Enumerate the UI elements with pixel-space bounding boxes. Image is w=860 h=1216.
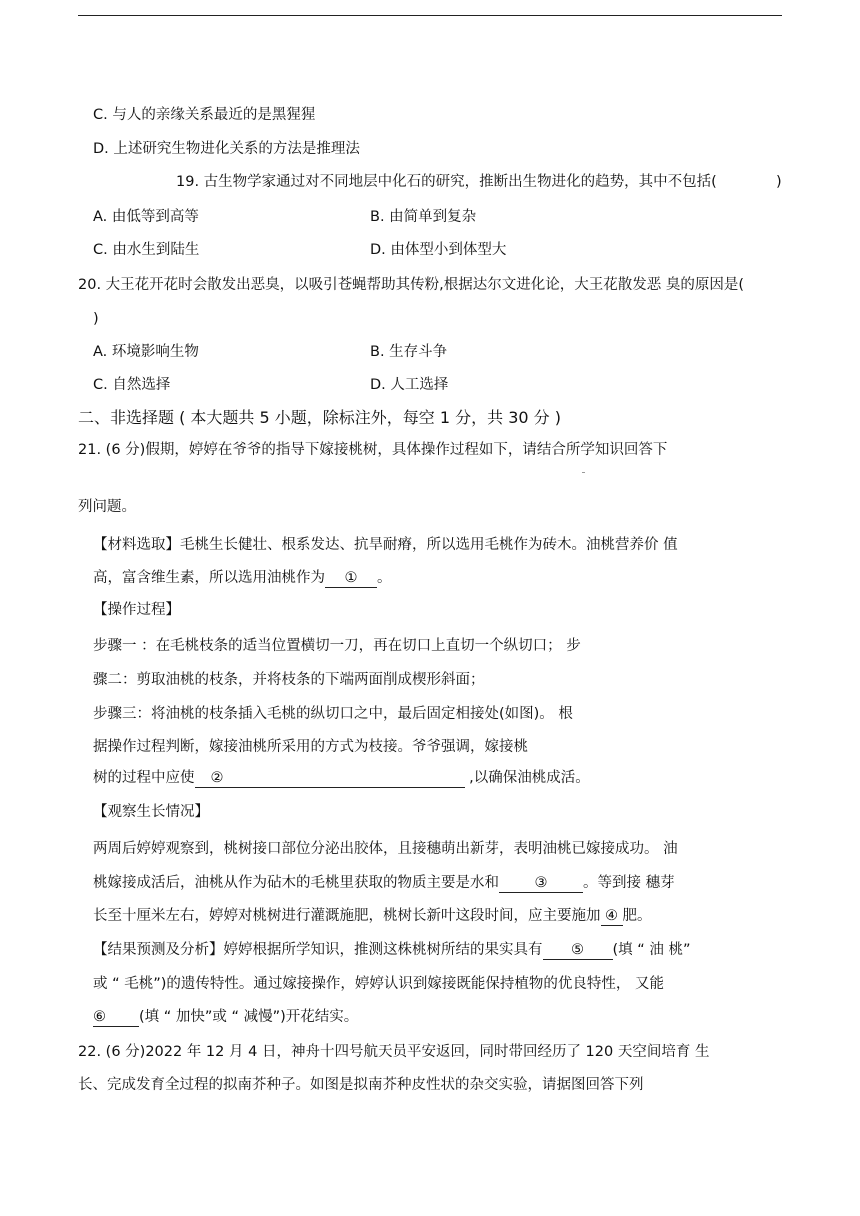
answer-blank-1[interactable]: ① [325, 569, 377, 588]
q21-operation-title: 【操作过程】 [93, 602, 180, 618]
q21-observation-line1: 两周后婷婷观察到，桃树接口部位分泌出胶体，且接穗萌出新芽，表明油桃已嫁接成功。 油 [93, 841, 678, 857]
q19-option-a: A. 由低等到高等 [93, 209, 199, 225]
q20-stem: 20. 大王花开花时会散发出恶臭，以吸引苍蝇帮助其传粉,根据达尔文进化论，大王花散发恶 臭的原因是( [78, 277, 745, 293]
q21-result-line2: 或 “ 毛桃”)的遗传特性。通过嫁接操作，婷婷认识到嫁接既能保持植物的优良特性， 又能 [93, 976, 665, 992]
q21-observation-line3: 长至十厘米左右，婷婷对桃树进行灌溉施肥，桃树长新叶这段时间，应主要施加 ④ 肥。 [93, 908, 652, 924]
q20-option-d: D. 人工选择 [370, 377, 449, 393]
scan-mark [582, 472, 585, 473]
q21-step-line1: 步骤一 ：在毛桃枝条的适当位置横切一刀，再在切口上直切一个纵切口； 步 [93, 638, 581, 654]
q21-material-line1: 【材料选取】毛桃生长健壮、根系发达、抗旱耐瘠，所以选用毛桃作为砖木。油桃营养价 值 [93, 537, 678, 553]
header-rule [78, 15, 782, 16]
answer-blank-2[interactable]: ② [195, 769, 465, 788]
q21-intro-line2: 列问题。 [78, 499, 136, 515]
q21-step-line3: 步骤三：将油桃的枝条插入毛桃的纵切口之中，最后固定相接处(如图)。 根 [93, 706, 573, 722]
answer-blank-5[interactable]: ⑤ [543, 941, 613, 960]
q22-line1: 22. (6 分)2022 年 12 月 4 日，神舟十四号航天员平安返回，同时带回经历了 120 天空间培育 生 [78, 1044, 710, 1060]
answer-blank-3[interactable]: ③ [499, 874, 583, 893]
q21-step-line2: 骤二：剪取油桃的枝条，并将枝条的下端两面削成楔形斜面； [93, 672, 485, 688]
q19-option-d: D. 由体型小到体型大 [370, 242, 507, 258]
q21-intro-line1: 21. (6 分)假期，婷婷在爷爷的指导下嫁接桃树，具体操作过程如下，请结合所学知识回答下 [78, 442, 668, 458]
q20-option-b: B. 生存斗争 [370, 344, 448, 360]
q19-option-c: C. 由水生到陆生 [93, 242, 200, 258]
answer-blank-4[interactable]: ④ [601, 907, 623, 926]
q22-line2: 长、完成发育全过程的拟南芥种子。如图是拟南芥种皮性状的杂交实验，请据图回答下列 [78, 1077, 644, 1093]
q21-judge-line1: 据操作过程判断，嫁接油桃所采用的方式为枝接。爷爷强调，嫁接桃 [93, 739, 528, 755]
q19-option-b: B. 由简单到复杂 [370, 209, 477, 225]
q21-observation-title: 【观察生长情况】 [93, 804, 209, 820]
q21-judge-line2: 树的过程中应使 ② ,以确保油桃成活。 [93, 770, 590, 786]
q21-result-line3: ⑥ (填 “ 加快”或 “ 减慢”)开花结实。 [93, 1009, 359, 1025]
q20-answer-paren: ) [93, 311, 99, 327]
q19-stem: 19. 古生物学家通过对不同地层中化石的研究，推断出生物进化的趋势，其中不包括( [176, 174, 717, 190]
section-heading: 二、非选择题 ( 本大题共 5 小题，除标注外，每空 1 分，共 30 分 ) [78, 408, 561, 427]
q19-answer-paren: ) [776, 174, 782, 190]
q21-observation-line2: 桃嫁接成活后，油桃从作为砧木的毛桃里获取的物质主要是水和 ③ 。等到接 穗芽 [93, 875, 675, 891]
q20-option-a: A. 环境影响生物 [93, 344, 199, 360]
q18-option-c: C. 与人的亲缘关系最近的是黑猩猩 [93, 107, 316, 123]
q18-option-d: D. 上述研究生物进化关系的方法是推理法 [93, 141, 360, 157]
q21-result-line1: 【结果预测及分析】婷婷根据所学知识，推测这株桃树所结的果实具有 ⑤ (填 “ 油 桃” [93, 942, 691, 958]
answer-blank-6[interactable]: ⑥ [93, 1008, 139, 1027]
q20-option-c: C. 自然选择 [93, 377, 171, 393]
q21-material-line2: 高，富含维生素，所以选用油桃作为 ① 。 [93, 570, 392, 586]
